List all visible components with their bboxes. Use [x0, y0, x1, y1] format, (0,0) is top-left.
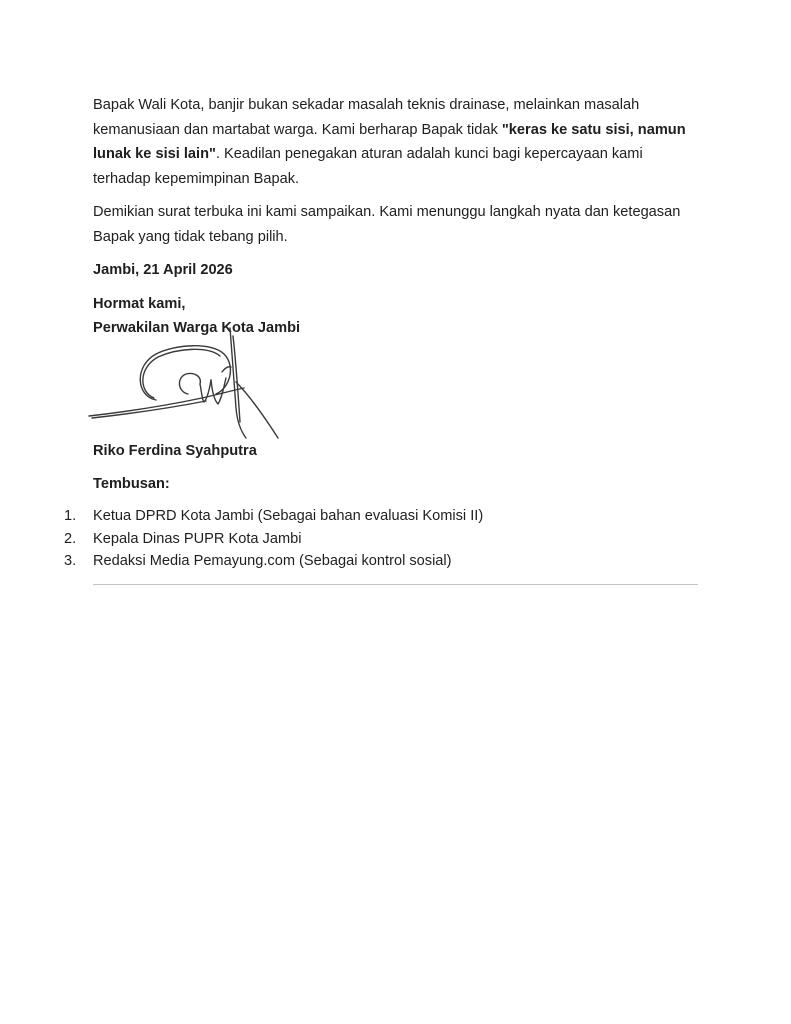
- list-number: 2.: [64, 530, 77, 547]
- list-item: [64, 528, 483, 551]
- emphasis-quote: "keras ke satu sisi, namun lunak ke sisi lain": [93, 121, 686, 162]
- date-line: Jambi, 21 April 2026: [93, 262, 233, 278]
- closing-salutation: Hormat kami,: [93, 296, 186, 312]
- paragraph-text-start: Bapak Wali Kota, banjir bukan sekadar masalah teknis drainase, melainkan masalah kemanusiaan dan martabat warga. Kami berharap Bapak tidak: [93, 97, 640, 138]
- list-item-text: Kepala Dinas PUPR Kota Jambi: [93, 530, 302, 547]
- list-number: 3.: [64, 553, 77, 569]
- signer-name: Riko Ferdina Syahputra: [93, 443, 257, 459]
- organization-name: Perwakilan Warga Kota Jambi: [93, 320, 301, 336]
- final-paragraph: Demikian surat terbuka ini kami sampaikan. Kami menunggu langkah nyata dan ketegasan Bapak yang tidak tebang pilih.: [93, 204, 681, 245]
- list-item: [64, 505, 483, 528]
- paragraph-text-end: . Keadilan penegakan aturan adalah kunci bagi kepercayaan kami terhadap kepemimpinan Bapak.: [93, 146, 643, 187]
- cc-list: [64, 505, 483, 573]
- handwritten-signature: [84, 322, 284, 444]
- list-number: 1.: [64, 508, 77, 524]
- list-item: [64, 550, 483, 573]
- list-item-text: Redaksi Media Pemayung.com (Sebagai kontrol sosial): [93, 553, 452, 569]
- closing-paragraph: [93, 93, 703, 191]
- horizontal-divider: [93, 584, 698, 585]
- list-item-text: Ketua DPRD Kota Jambi (Sebagai bahan evaluasi Komisi II): [93, 508, 484, 524]
- cc-heading: Tembusan:: [93, 476, 170, 492]
